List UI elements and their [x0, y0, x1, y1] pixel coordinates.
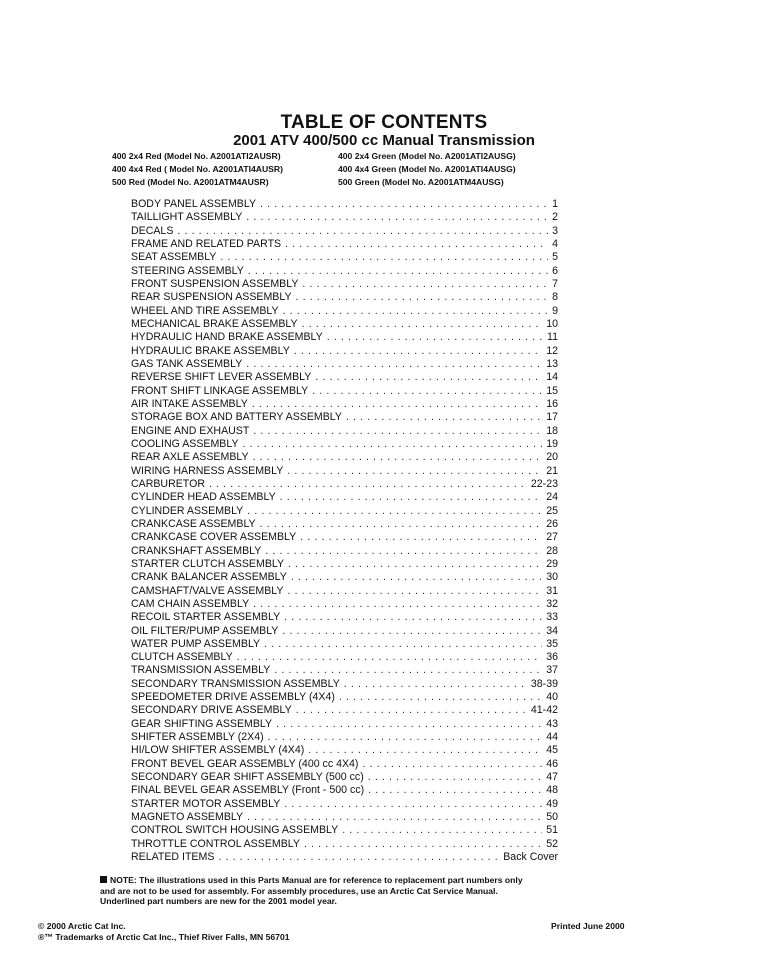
dot-leader [264, 638, 542, 651]
toc-entry-title: STARTER MOTOR ASSEMBLY [131, 798, 284, 811]
toc-entry-title: HI/LOW SHIFTER ASSEMBLY (4X4) [131, 744, 308, 757]
toc-entry-title: REAR SUSPENSION ASSEMBLY [131, 291, 296, 304]
toc-entry-title: TRANSMISSION ASSEMBLY [131, 664, 274, 677]
toc-entry-page: 26 [546, 517, 558, 530]
dot-leader [362, 758, 542, 771]
toc-entry [131, 251, 558, 264]
toc-entry [131, 611, 558, 624]
toc-entry-page: 51 [546, 824, 558, 837]
toc-entry [131, 598, 558, 611]
toc-entry [131, 438, 558, 451]
toc-entry-page: 4 [552, 237, 558, 250]
dot-leader [253, 425, 542, 438]
dot-leader [287, 585, 542, 598]
toc-entry-page: 1 [552, 198, 558, 210]
model-line: 400 4x4 Green (Model No. A2001ATI4AUSG) [338, 164, 516, 174]
toc-entry-title: CAMSHAFT/VALVE ASSEMBLY [131, 585, 287, 598]
toc-entry-page: 41-42 [530, 704, 558, 717]
toc-entry-title: HYDRAULIC HAND BRAKE ASSEMBLY [131, 331, 327, 344]
toc-entry [131, 811, 558, 824]
toc-entry-title: REVERSE SHIFT LEVER ASSEMBLY [131, 371, 315, 384]
toc-entry [131, 411, 558, 424]
toc-entry-title: CARBURETOR [131, 478, 209, 491]
toc-entry [131, 478, 558, 491]
model-line: 500 Red (Model No. A2001ATM4AUSR) [112, 177, 269, 187]
dot-leader [300, 531, 542, 544]
toc-entry-title: SECONDARY DRIVE ASSEMBLY [131, 704, 296, 717]
toc-entry-title: CLUTCH ASSEMBLY [131, 651, 237, 664]
toc-entry-page: 38-39 [530, 677, 558, 690]
toc-entry-title: CYLINDER HEAD ASSEMBLY [131, 491, 280, 504]
square-bullet-icon [100, 876, 107, 883]
model-list-left [112, 150, 283, 189]
toc-entry-title: FRONT BEVEL GEAR ASSEMBLY (400 cc 4X4) [131, 758, 362, 771]
toc-entry [131, 305, 558, 318]
toc-entry [131, 558, 558, 571]
dot-leader [243, 438, 543, 451]
dot-leader [302, 278, 548, 291]
toc-entry-page: 18 [546, 424, 558, 437]
dot-leader [246, 211, 548, 224]
dot-leader [346, 411, 542, 424]
toc-entry [131, 345, 558, 358]
toc-entry [131, 625, 558, 638]
toc-entry-title: MAGNETO ASSEMBLY [131, 811, 247, 824]
toc-entry-title: SPEEDOMETER DRIVE ASSEMBLY (4X4) [131, 691, 339, 704]
dot-leader [284, 611, 542, 624]
toc-entry-title: TAILLIGHT ASSEMBLY [131, 211, 246, 224]
toc-entry-title: CRANKCASE ASSEMBLY [131, 518, 260, 531]
toc-entry-page: 2 [552, 211, 558, 224]
dot-leader [247, 505, 542, 518]
toc-entry-title: WHEEL AND TIRE ASSEMBLY [131, 305, 283, 318]
toc-entry-page: 16 [546, 397, 558, 410]
toc-entry-title: GAS TANK ASSEMBLY [131, 358, 246, 371]
toc-entry [131, 331, 558, 344]
note-line: Underlined part numbers are new for the 2001 model year. [100, 896, 337, 907]
toc-entry-page: 48 [546, 784, 558, 797]
toc-entry-title: WATER PUMP ASSEMBLY [131, 638, 264, 651]
toc-entry-title: FINAL BEVEL GEAR ASSEMBLY (Front - 500 cc) [131, 784, 368, 797]
note-block [100, 875, 620, 907]
toc-entry-title: AIR INTAKE ASSEMBLY [131, 398, 252, 411]
toc-entry-page: 13 [546, 357, 558, 370]
toc-entry [131, 771, 558, 784]
dot-leader [248, 265, 548, 278]
dot-leader [285, 238, 548, 251]
toc-entry-page: 29 [546, 557, 558, 570]
toc-entry [131, 638, 558, 651]
dot-leader [288, 558, 542, 571]
dot-leader [265, 545, 542, 558]
toc-entry [131, 744, 558, 757]
toc-entry-page: 45 [546, 744, 558, 757]
dot-leader [177, 225, 548, 238]
toc-entry-title: CAM CHAIN ASSEMBLY [131, 598, 253, 611]
toc-entry-page: 37 [546, 664, 558, 677]
toc-entry [131, 425, 558, 438]
toc-entry-title: CRANK BALANCER ASSEMBLY [131, 571, 291, 584]
dot-leader [246, 358, 542, 371]
toc-entry-page: 22-23 [530, 477, 558, 490]
dot-leader [260, 518, 543, 531]
toc-entry [131, 291, 558, 304]
toc-entry [131, 465, 558, 478]
note-line: NOTE: The illustrations used in this Parts Manual are for reference to replacement part numbers only [110, 875, 523, 885]
toc-entry-page: 3 [552, 224, 558, 237]
toc-entry [131, 758, 558, 771]
toc-entry-title: CYLINDER ASSEMBLY [131, 505, 247, 518]
dot-leader [253, 598, 542, 611]
model-list-right [338, 150, 516, 189]
toc-entry-page: 44 [546, 731, 558, 744]
toc-entry [131, 238, 558, 251]
toc-entry-title: BODY PANEL ASSEMBLY [131, 198, 260, 211]
dot-leader [284, 798, 542, 811]
dot-leader [339, 691, 542, 704]
dot-leader [308, 744, 542, 757]
toc-entry-title: SHIFTER ASSEMBLY (2X4) [131, 731, 268, 744]
dot-leader [268, 731, 543, 744]
model-line: 400 4x4 Red ( Model No. A2001ATI4AUSR) [112, 164, 283, 174]
toc-entry [131, 265, 558, 278]
toc-entry [131, 585, 558, 598]
dot-leader [294, 345, 542, 358]
toc-entry-title: OIL FILTER/PUMP ASSEMBLY [131, 625, 282, 638]
dot-leader [296, 704, 527, 717]
toc-entry-page: 10 [546, 317, 558, 330]
model-line: 400 2x4 Green (Model No. A2001ATI2AUSG) [338, 151, 516, 161]
dot-leader [327, 331, 543, 344]
dot-leader [312, 385, 542, 398]
trademark: ®™ Trademarks of Arctic Cat Inc., Thief River Falls, MN 56701 [38, 932, 290, 942]
toc-entry [131, 198, 558, 211]
toc-entry [131, 851, 558, 864]
toc-entry-title: STEERING ASSEMBLY [131, 265, 248, 278]
dot-leader [218, 851, 499, 864]
toc-entry-title: COOLING ASSEMBLY [131, 438, 243, 451]
toc-entry-page: 21 [546, 464, 558, 477]
toc-entry-page: 30 [546, 571, 558, 584]
toc-entry-title: RELATED ITEMS [131, 851, 218, 864]
dot-leader [247, 811, 542, 824]
toc-entry-title: GEAR SHIFTING ASSEMBLY [131, 718, 276, 731]
toc-entry-title: HYDRAULIC BRAKE ASSEMBLY [131, 345, 294, 358]
toc-entry [131, 545, 558, 558]
toc-entry [131, 678, 558, 691]
toc-entry-page: 40 [546, 691, 558, 704]
dot-leader [291, 571, 542, 584]
toc-entry-title: CRANKCASE COVER ASSEMBLY [131, 531, 300, 544]
dot-leader [276, 718, 542, 731]
footer-left [38, 921, 290, 943]
toc-entry-title: RECOIL STARTER ASSEMBLY [131, 611, 284, 624]
toc-entry-page: 6 [552, 264, 558, 277]
dot-leader [287, 465, 542, 478]
toc-entry [131, 371, 558, 384]
toc-entry-title: FRONT SUSPENSION ASSEMBLY [131, 278, 302, 291]
toc-entry-page: 7 [552, 277, 558, 290]
toc-entry-page: 46 [546, 757, 558, 770]
toc-entry-page: 35 [546, 637, 558, 650]
toc-entry-title: SECONDARY TRANSMISSION ASSEMBLY [131, 678, 344, 691]
dot-leader [282, 625, 542, 638]
toc-entry-page: 49 [546, 797, 558, 810]
toc-entry [131, 318, 558, 331]
toc-entry [131, 398, 558, 411]
toc-entry-page: 27 [546, 531, 558, 544]
toc-entry-page: 19 [546, 437, 558, 450]
toc-entry-title: CRANKSHAFT ASSEMBLY [131, 545, 265, 558]
toc-entry [131, 824, 558, 837]
toc-entry-page: 34 [546, 624, 558, 637]
toc-entry-page: 5 [552, 251, 558, 264]
toc-entry-page: 25 [546, 504, 558, 517]
toc-entry-page: 43 [546, 717, 558, 730]
toc-entry-page: 9 [552, 304, 558, 317]
toc-entry-title: WIRING HARNESS ASSEMBLY [131, 465, 287, 478]
toc-entry-title: FRONT SHIFT LINKAGE ASSEMBLY [131, 385, 312, 398]
toc-entry [131, 278, 558, 291]
note-line: and are not to be used for assembly. For assembly procedures, use an Arctic Cat Service Manual. [100, 885, 498, 896]
toc-entry-page: 33 [546, 611, 558, 624]
toc-entry-page: 47 [546, 771, 558, 784]
dot-leader [342, 824, 542, 837]
toc-entry [131, 691, 558, 704]
toc-entry [131, 491, 558, 504]
toc-entry [131, 225, 558, 238]
toc-entry [131, 651, 558, 664]
toc-entry-title: ENGINE AND EXHAUST [131, 425, 253, 438]
toc-entry-page: 15 [546, 384, 558, 397]
dot-leader [209, 478, 527, 491]
toc-entry-title: FRAME AND RELATED PARTS [131, 238, 285, 251]
toc-entry [131, 505, 558, 518]
toc-entry-page: 52 [546, 837, 558, 850]
toc-entry [131, 531, 558, 544]
toc-entry-page: 24 [546, 491, 558, 504]
dot-leader [344, 678, 527, 691]
dot-leader [368, 784, 542, 797]
dot-leader [237, 651, 543, 664]
toc-entry-title: DECALS [131, 225, 177, 238]
dot-leader [253, 451, 543, 464]
dot-leader [296, 291, 549, 304]
toc-entry [131, 798, 558, 811]
toc-entry [131, 451, 558, 464]
toc-entry-page: 12 [546, 344, 558, 357]
dot-leader [283, 305, 549, 318]
toc-entry-title: SEAT ASSEMBLY [131, 251, 220, 264]
toc-entry [131, 358, 558, 371]
toc-entry [131, 704, 558, 717]
dot-leader [220, 251, 548, 264]
dot-leader [260, 198, 548, 211]
toc-entry-title: REAR AXLE ASSEMBLY [131, 451, 253, 464]
toc-entry-page: 8 [552, 291, 558, 304]
toc-entry [131, 731, 558, 744]
dot-leader [302, 318, 543, 331]
dot-leader [368, 771, 542, 784]
toc-entry-title: SECONDARY GEAR SHIFT ASSEMBLY (500 cc) [131, 771, 368, 784]
model-line: 500 Green (Model No. A2001ATM4AUSG) [338, 177, 504, 187]
page-title: TABLE OF CONTENTS [280, 112, 488, 133]
toc-entry-page: 11 [547, 331, 558, 344]
dot-leader [252, 398, 542, 411]
toc-entry-title: STARTER CLUTCH ASSEMBLY [131, 558, 288, 571]
toc-entry-title: MECHANICAL BRAKE ASSEMBLY [131, 318, 302, 331]
toc-entry-title: THROTTLE CONTROL ASSEMBLY [131, 838, 304, 851]
toc-entry-page: 14 [546, 371, 558, 384]
dot-leader [304, 838, 542, 851]
toc-entry [131, 211, 558, 224]
printed-date: Printed June 2000 [551, 921, 625, 931]
dot-leader [315, 371, 542, 384]
toc-entry [131, 784, 558, 797]
toc-entry [131, 571, 558, 584]
toc-entry [131, 664, 558, 677]
model-line: 400 2x4 Red (Model No. A2001ATI2AUSR) [112, 151, 281, 161]
toc-entry-page: 50 [546, 811, 558, 824]
toc-entry-page: Back Cover [503, 851, 558, 864]
dot-leader [280, 491, 543, 504]
dot-leader [274, 664, 542, 677]
copyright: © 2000 Arctic Cat Inc. [38, 921, 126, 931]
toc-entry [131, 385, 558, 398]
toc-entry [131, 838, 558, 851]
toc-entry [131, 718, 558, 731]
toc-entry-title: CONTROL SWITCH HOUSING ASSEMBLY [131, 824, 342, 837]
toc-entry-page: 31 [546, 584, 558, 597]
page-subtitle: 2001 ATV 400/500 cc Manual Transmission [233, 132, 535, 149]
toc-entry-page: 20 [546, 451, 558, 464]
toc-entry-page: 28 [546, 544, 558, 557]
toc-entry [131, 518, 558, 531]
toc-entry-page: 17 [546, 411, 558, 424]
toc-entry-title: STORAGE BOX AND BATTERY ASSEMBLY [131, 411, 346, 424]
table-of-contents [131, 198, 558, 864]
toc-entry-page: 36 [546, 651, 558, 664]
toc-entry-page: 32 [546, 597, 558, 610]
